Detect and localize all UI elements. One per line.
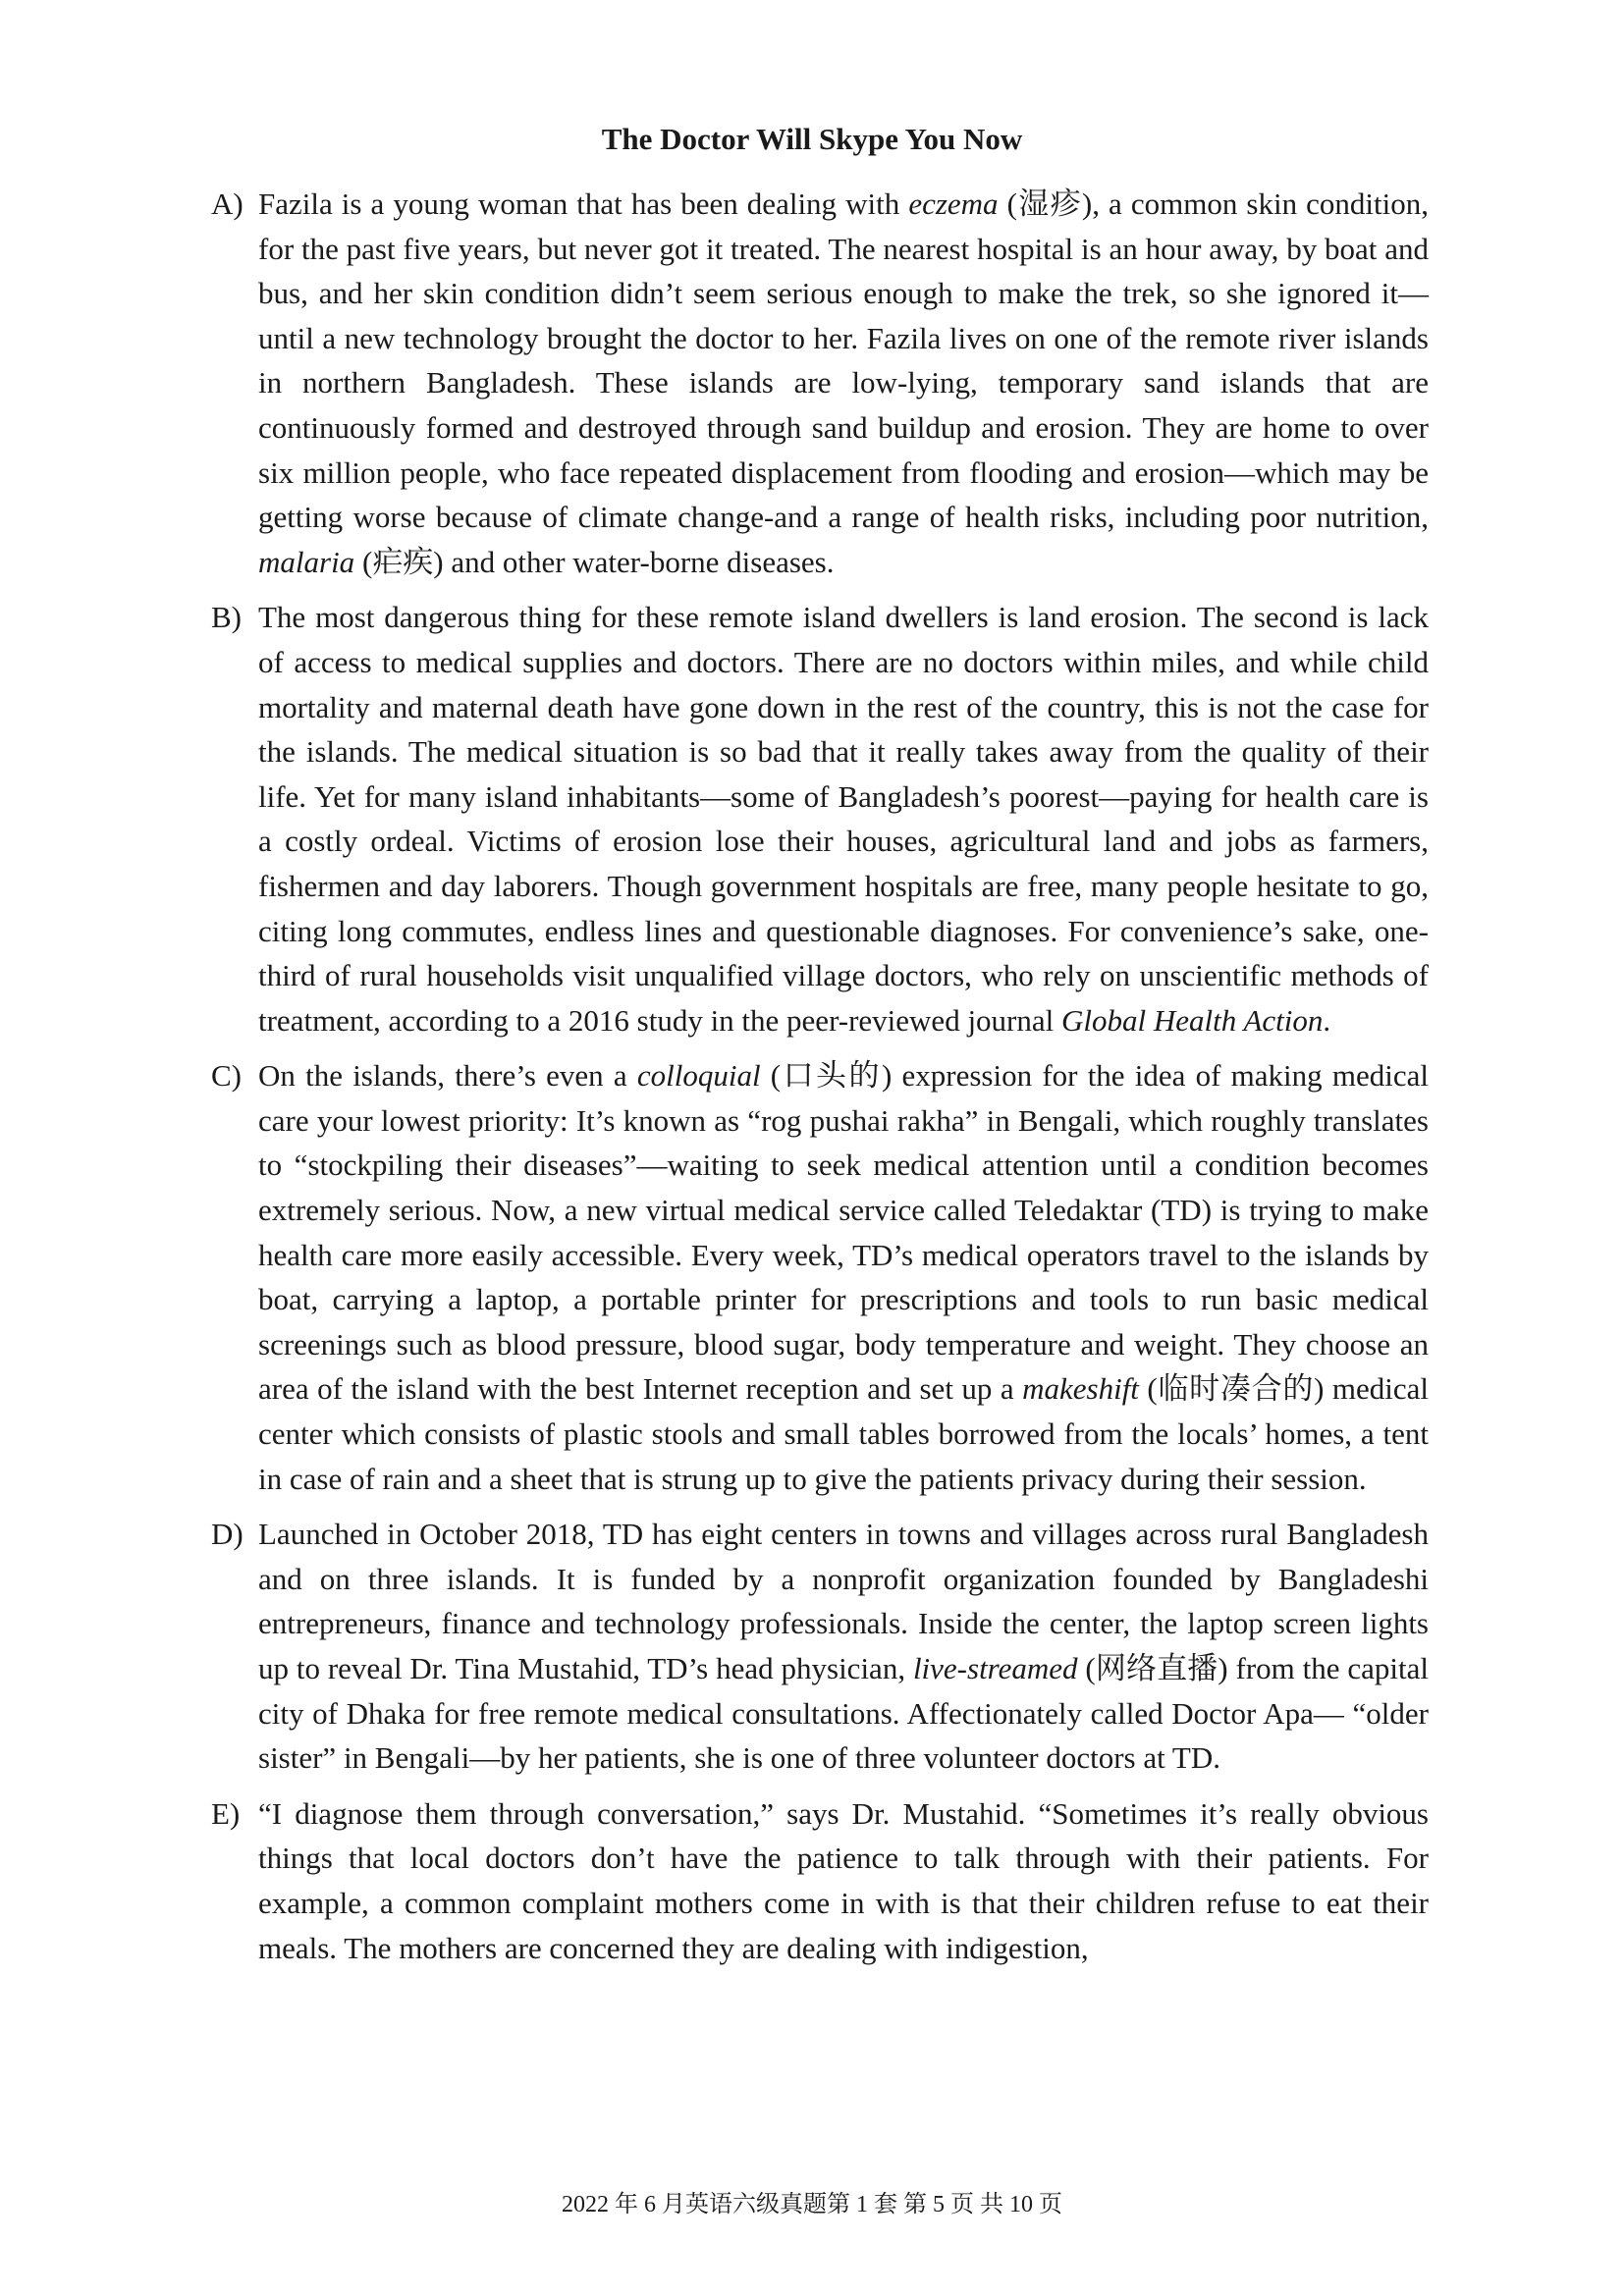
paragraph-text bbox=[258, 600, 1429, 1037]
paragraph-e bbox=[211, 1791, 1429, 1970]
text-segment: (口头的) expression for the idea of making medical care your lowest priority: It’s known as “rog pushai rakha” in Bengali, which roughly translates to “stockpiling their diseases”—waiting to seek medical attention until a condition becomes extremely serious. Now, a new virtual medical service called Teledaktar (TD) is trying to make health care more easily accessible. Every week, TD’s medical operators travel to the islands by boat, carrying a laptop, a portable printer for prescriptions and tools to run basic medical screenings such as blood pressure, blood sugar, body temperature and weight. They choose an area of the island with the best Internet reception and set up a bbox=[258, 1058, 1429, 1407]
page-footer: 2022 年 6 月英语六级真题第 1 套 第 5 页 共 10 页 bbox=[562, 2192, 1062, 2217]
paragraph-text bbox=[258, 1058, 1429, 1495]
paragraph-c bbox=[211, 1053, 1429, 1501]
paragraph-letter: A) bbox=[211, 187, 244, 221]
paragraph-b bbox=[211, 595, 1429, 1042]
italic-term: eczema bbox=[908, 187, 999, 221]
italic-term: malaria bbox=[258, 544, 355, 579]
text-segment: . bbox=[1323, 1002, 1331, 1038]
text-segment: (网络直播) from the capital city of Dhaka for free remote medical consultations. Affectionately called Doctor Apa— “older sister” in Bengali—by her patients, she is one of three volunteer doctors at TD. bbox=[258, 1651, 1429, 1776]
italic-term: live-streamed bbox=[912, 1651, 1078, 1685]
italic-term: makeshift bbox=[1022, 1371, 1139, 1407]
text-segment: Fazila is a young woman that has been dealing with bbox=[258, 187, 909, 221]
paragraph-letter: C) bbox=[211, 1058, 242, 1094]
text-segment: Launched in October 2018, TD has eight centers in towns and villages across rural Bangladesh and on three islands. It is funded by a nonprofit organization founded by Bangladeshi entrepreneurs, finance and technology professionals. Inside the center, the laptop screen lights up to reveal Dr. Tina Mustahid, TD’s head physician, bbox=[258, 1517, 1429, 1685]
text-segment: The most dangerous thing for these remote island dwellers is land erosion. The second is lack of access to medical supplies and doctors. There are no doctors within miles, and while child mortality and maternal death have gone down in the rest of the country, this is not the case for the islands. The medical situation is so bad that it really takes away from the quality of their life. Yet for many island inhabitants—some of Bangladesh’s poorest—paying for health care is a costly ordeal. Victims of erosion lose their houses, agricultural land and jobs as farmers, fishermen and day laborers. Though government hospitals are free, many people hesitate to go, citing long commutes, endless lines and questionable diagnoses. For convenience’s sake, one-third of rural households visit unqualified village doctors, who rely on unscientific methods of treatment, according to a 2016 study in the peer-reviewed journal bbox=[258, 600, 1429, 1038]
paragraph-d bbox=[211, 1512, 1429, 1781]
paragraph-letter: B) bbox=[211, 600, 242, 635]
paragraph-text bbox=[258, 1517, 1429, 1775]
article-body bbox=[211, 182, 1429, 1981]
italic-term: Global Health Action bbox=[1061, 1002, 1324, 1038]
paragraph-text bbox=[258, 1796, 1429, 1965]
article-title: The Doctor Will Skype You Now bbox=[601, 122, 1023, 156]
text-segment: “I diagnose them through conversation,” says Dr. Mustahid. “Sometimes it’s really obvious things that local doctors don’t have the patience to talk through with their patients. For example, a common complaint mothers come in with is that their children refuse to eat their meals. The mothers are concerned they are dealing with indigestion, bbox=[258, 1795, 1429, 1965]
paragraph-a bbox=[211, 182, 1429, 584]
text-segment: On the islands, there’s even a bbox=[258, 1058, 637, 1094]
paragraph-letter: E) bbox=[211, 1795, 241, 1831]
italic-term: colloquial bbox=[636, 1058, 761, 1094]
text-segment: (疟疾) and other water-borne diseases. bbox=[354, 544, 835, 579]
text-segment: (湿疹), a common skin condition, for the past five years, but never got it treated. The nearest hospital is an hour away, by boat and bus, and her skin condition didn’t seem serious enough to make the trek, so she ignored it—until a new technology brought the doctor to her. Fazila lives on one of the remote river islands in northern Bangladesh. These islands are low-lying, temporary sand islands that are continuously formed and destroyed through sand buildup and erosion. They are home to over six million people, who face repeated displacement from flooding and erosion—which may be getting worse because of climate change-and a range of health risks, including poor nutrition, bbox=[258, 187, 1430, 535]
text-segment: (临时凑合的) medical center which consists of plastic stools and small tables borrowed from the locals’ homes, a tent in case of rain and a sheet that is strung up to give the patients privacy during their session. bbox=[258, 1371, 1429, 1496]
paragraph-letter: D) bbox=[211, 1517, 244, 1552]
paragraph-text bbox=[258, 187, 1429, 579]
